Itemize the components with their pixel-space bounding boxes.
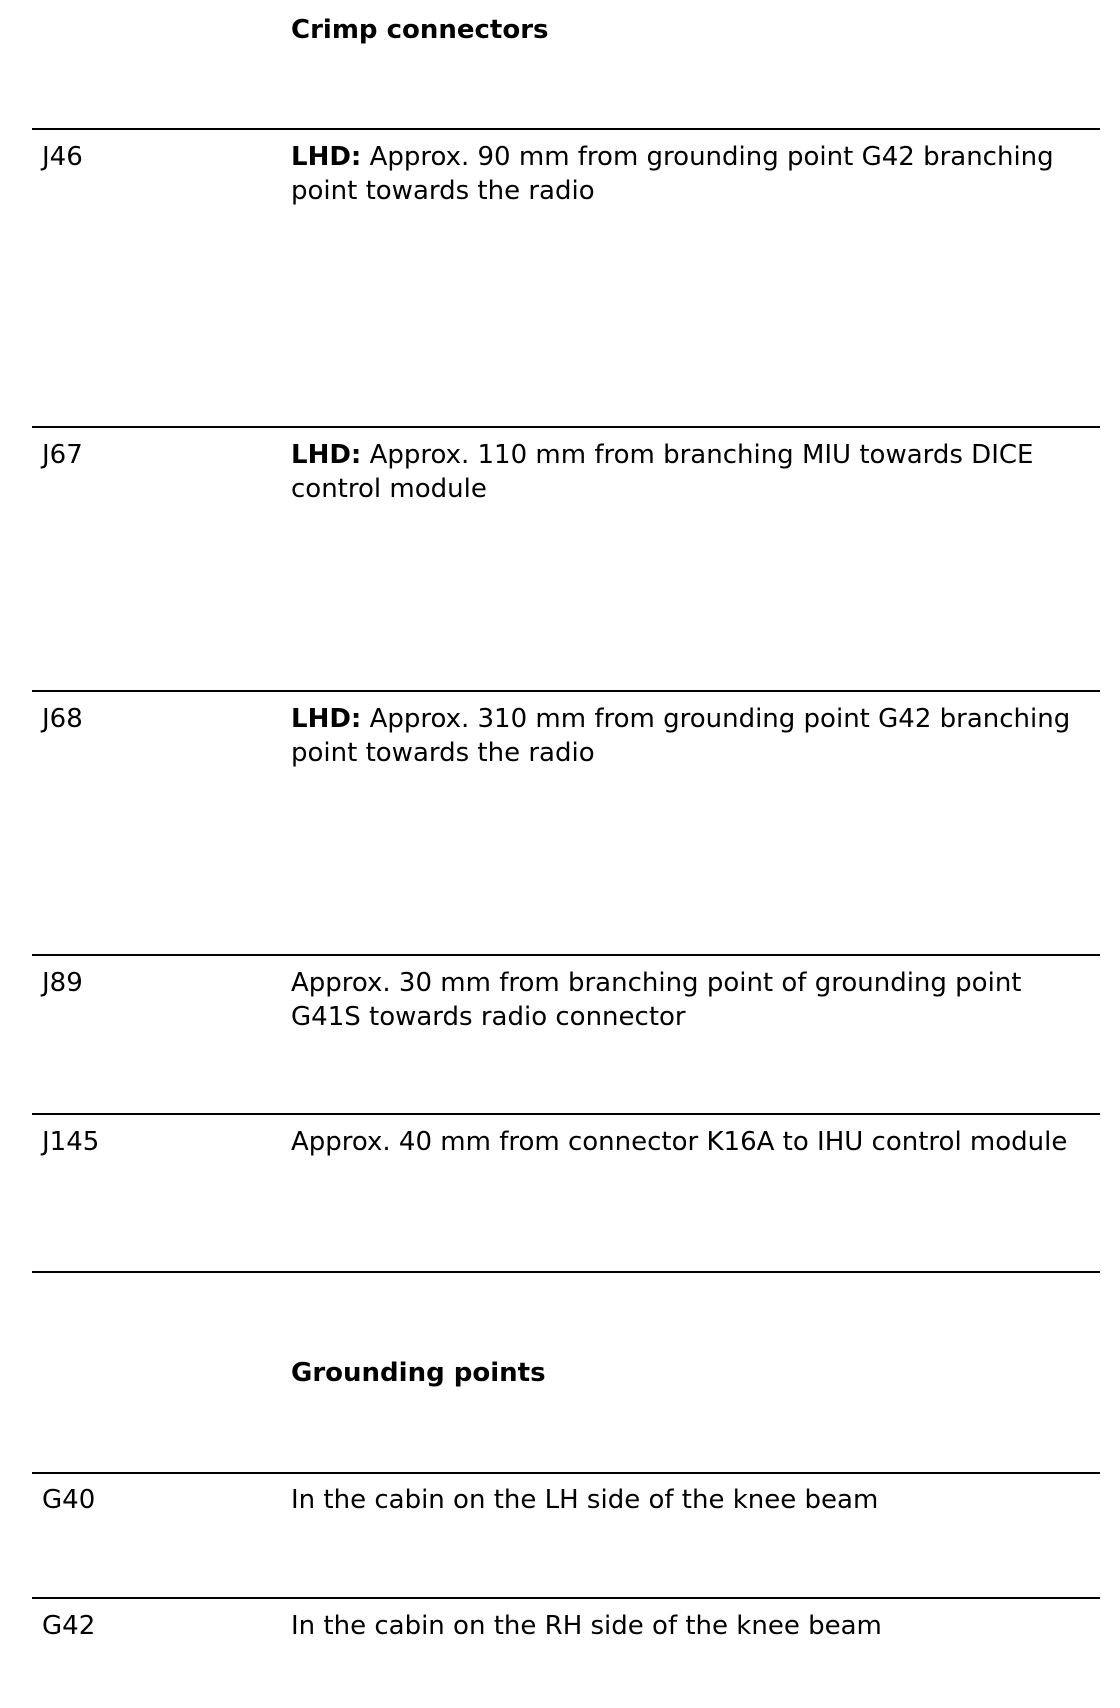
lhd-label: LHD: <box>291 704 362 734</box>
lhd-label: LHD: <box>291 142 362 172</box>
connector-location <box>291 438 1091 506</box>
table-divider <box>32 128 1100 130</box>
location-text: Approx. 90 mm from grounding point G42 branching point towards the radio <box>291 142 1054 206</box>
table-divider <box>32 1472 1100 1474</box>
connector-location <box>291 1125 1091 1159</box>
location-text: Approx. 310 mm from grounding point G42 branching point towards the radio <box>291 704 1071 768</box>
location-text: Approx. 110 mm from branching MIU towards DICE control module <box>291 440 1034 504</box>
connector-location <box>291 140 1091 208</box>
table-divider <box>32 1597 1100 1599</box>
connector-code: J46 <box>42 142 83 172</box>
connector-code: J68 <box>42 704 83 734</box>
connector-code: J67 <box>42 440 83 470</box>
grounding-code: G42 <box>42 1611 96 1641</box>
table-divider <box>32 954 1100 956</box>
location-text: Approx. 40 mm from connector K16A to IHU control module <box>291 1127 1068 1157</box>
location-text: Approx. 30 mm from branching point of grounding point G41S towards radio connector <box>291 968 1022 1032</box>
table-divider <box>32 1271 1100 1273</box>
connector-code: J89 <box>42 968 83 998</box>
section-heading-crimp-connectors: Crimp connectors <box>291 15 549 45</box>
grounding-location: In the cabin on the LH side of the knee beam <box>291 1485 879 1515</box>
connector-code: J145 <box>42 1127 100 1157</box>
grounding-location: In the cabin on the RH side of the knee beam <box>291 1611 882 1641</box>
lhd-label: LHD: <box>291 440 362 470</box>
table-divider <box>32 1113 1100 1115</box>
connector-location <box>291 702 1091 770</box>
grounding-code: G40 <box>42 1485 96 1515</box>
table-divider <box>32 690 1100 692</box>
connector-location <box>291 966 1091 1034</box>
section-heading-grounding-points: Grounding points <box>291 1358 546 1388</box>
table-divider <box>32 426 1100 428</box>
